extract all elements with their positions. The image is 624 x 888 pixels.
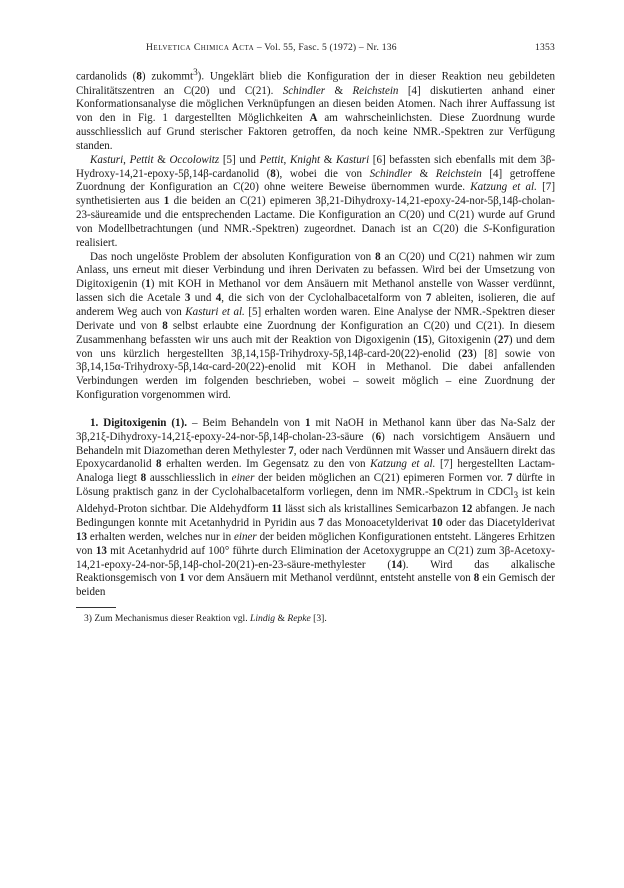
- paragraph-2: Kasturi, Pettit & Occolowitz [5] und Pettit, Knight & Kasturi [6] befassten sich ebenfalls mit dem 3β-Hydroxy-14,21-epoxy-5β,14β-cardanolid (8), wobei die von Schindler & Reichstein [4] getroffene Zuordnung der Konfiguration an C(20) ohne weitere Beweise übernommen wurde. Katzung et al. [7] synthetisierten aus 1 die beiden an C(21) epimeren 3β,21-Dihydroxy-14,21-epoxy-24-nor-5β,14β-cholan-23-säureamide und die entsprechenden Lactame. Die Konfiguration an C(20) und C(21) wurde auf Grund von Modellbetrachtungen (und NMR.-Spektren) zugeordnet. Danach ist an C(20) die S-Konfiguration realisiert.: [76, 153, 555, 249]
- footnote-text: Zum Mechanismus dieser Reaktion vgl. Lindig & Repke [3].: [94, 613, 327, 625]
- paragraph-3: Das noch ungelöste Problem der absoluten Konfiguration von 8 an C(20) und C(21) nahmen wir zum Anlass, uns erneut mit dieser Verbindung und ihren Derivaten zu befassen. Wird bei der Umsetzung von Digitoxigenin (1) mit KOH in Methanol vor dem Ansäuern mit Methanol anstelle von Wasser verdünnt, lassen sich die Acetale 3 und 4, die sich von der Cyclohalbacetalform von 7 ableiten, isolieren, die auf anderem Weg auch von Kasturi et al. [5] erhalten worden waren. Eine Analyse der NMR.-Spektren dieser Derivate und von 8 selbst erlaubte eine Zuordnung der Konfiguration an C(20) und C(21). In diesem Zusammenhang befassten wir uns auch mit der Reaktion von Digoxigenin (15), Gitoxigenin (27) und dem von uns kürzlich hergestellten 3β,14,15β-Trihydroxy-5β,14β-card-20(22)-enolid (23) [8] sowie von 3β,14,15α-Trihydroxy-5β,14α-card-20(22)-enolid mit KOH in Methanol. Die dabei anfallenden Verbindungen werden im folgenden beschrieben, wobei – soweit möglich – eine Zuordnung der Konfiguration vorgenommen wird.: [76, 250, 555, 402]
- paragraph-1: cardanolids (8) zukommt$^3$). Ungeklärt blieb die Konfiguration der in dieser Reaktion neu gebildeten Chiralitätszentren an C(20) und C(21). Schindler & Reichstein [4] diskutierten anhand einer Konformationsanalyse die möglichen Verknüpfungen an diesen beiden Atomen. Nach ihrer Auffassung ist von den in Fig. 1 dargestellten Möglichkeiten A am wahrscheinlichsten. Diese Zuordnung wurde ausschliesslich auf Grund sterischer Faktoren getroffen, da noch keine NMR.-Spektren zur Verfügung standen.: [76, 67, 555, 152]
- footnote-rule: [76, 607, 116, 608]
- running-header: [76, 42, 555, 53]
- issue-details: – Vol. 55, Fasc. 5 (1972) – Nr. 136: [256, 42, 397, 53]
- footnote-marker: 3): [84, 613, 92, 625]
- page-number: 1353: [535, 42, 555, 53]
- journal-name: Helvetica Chimica Acta: [146, 42, 255, 53]
- page: [76, 42, 555, 624]
- section-digitoxigenin: 1. Digitoxigenin (1). – Beim Behandeln von 1 mit NaOH in Methanol kann über das Na-Salz der 3β,21ξ-Dihydroxy-14,21ξ-epoxy-24-nor-5β,14β-cholan-23-säure (6) nach vorsichtigem Ansäuern und Behandeln mit Diazomethan deren Methylester 7, oder nach Verdünnen mit Wasser und Ansäuern direkt das Epoxycardanolid 8 erhalten werden. Im Gegensatz zu den von Katzung et al. [7] hergestellten Lactam-Analoga liegt 8 ausschliesslich in einer der beiden möglichen an C(21) epimeren Formen vor. 7 dürfte in Lösung praktisch ganz in der Cyclohalbacetalform vorliegen, denn im NMR.-Spektrum in CDCl$_3$ ist kein Aldehyd-Proton sichtbar. Die Aldehydform 11 lässt sich als kristallines Semicarbazon 12 abfangen. Je nach Bedingungen konnte mit Acetanhydrid in Pyridin aus 7 das Monoacetylderivat 10 oder das Diacetylderivat 13 erhalten werden, welches nur in einer der beiden möglichen Konfigurationen entsteht. Längeres Erhitzen von 13 mit Acetanhydrid auf 100° führte durch Elimination der Acetoxygruppe an C(21) zum 3β-Acetoxy-14,21-epoxy-24-nor-5β,14β-chol-20(21)-en-23-säure-methylester (14). Wird das alkalische Reaktionsgemisch von 1 vor dem Ansäuern mit Methanol verdünnt, entsteht anstelle von 8 ein Gemisch der beiden: [76, 416, 556, 599]
- footnote: [76, 613, 555, 624]
